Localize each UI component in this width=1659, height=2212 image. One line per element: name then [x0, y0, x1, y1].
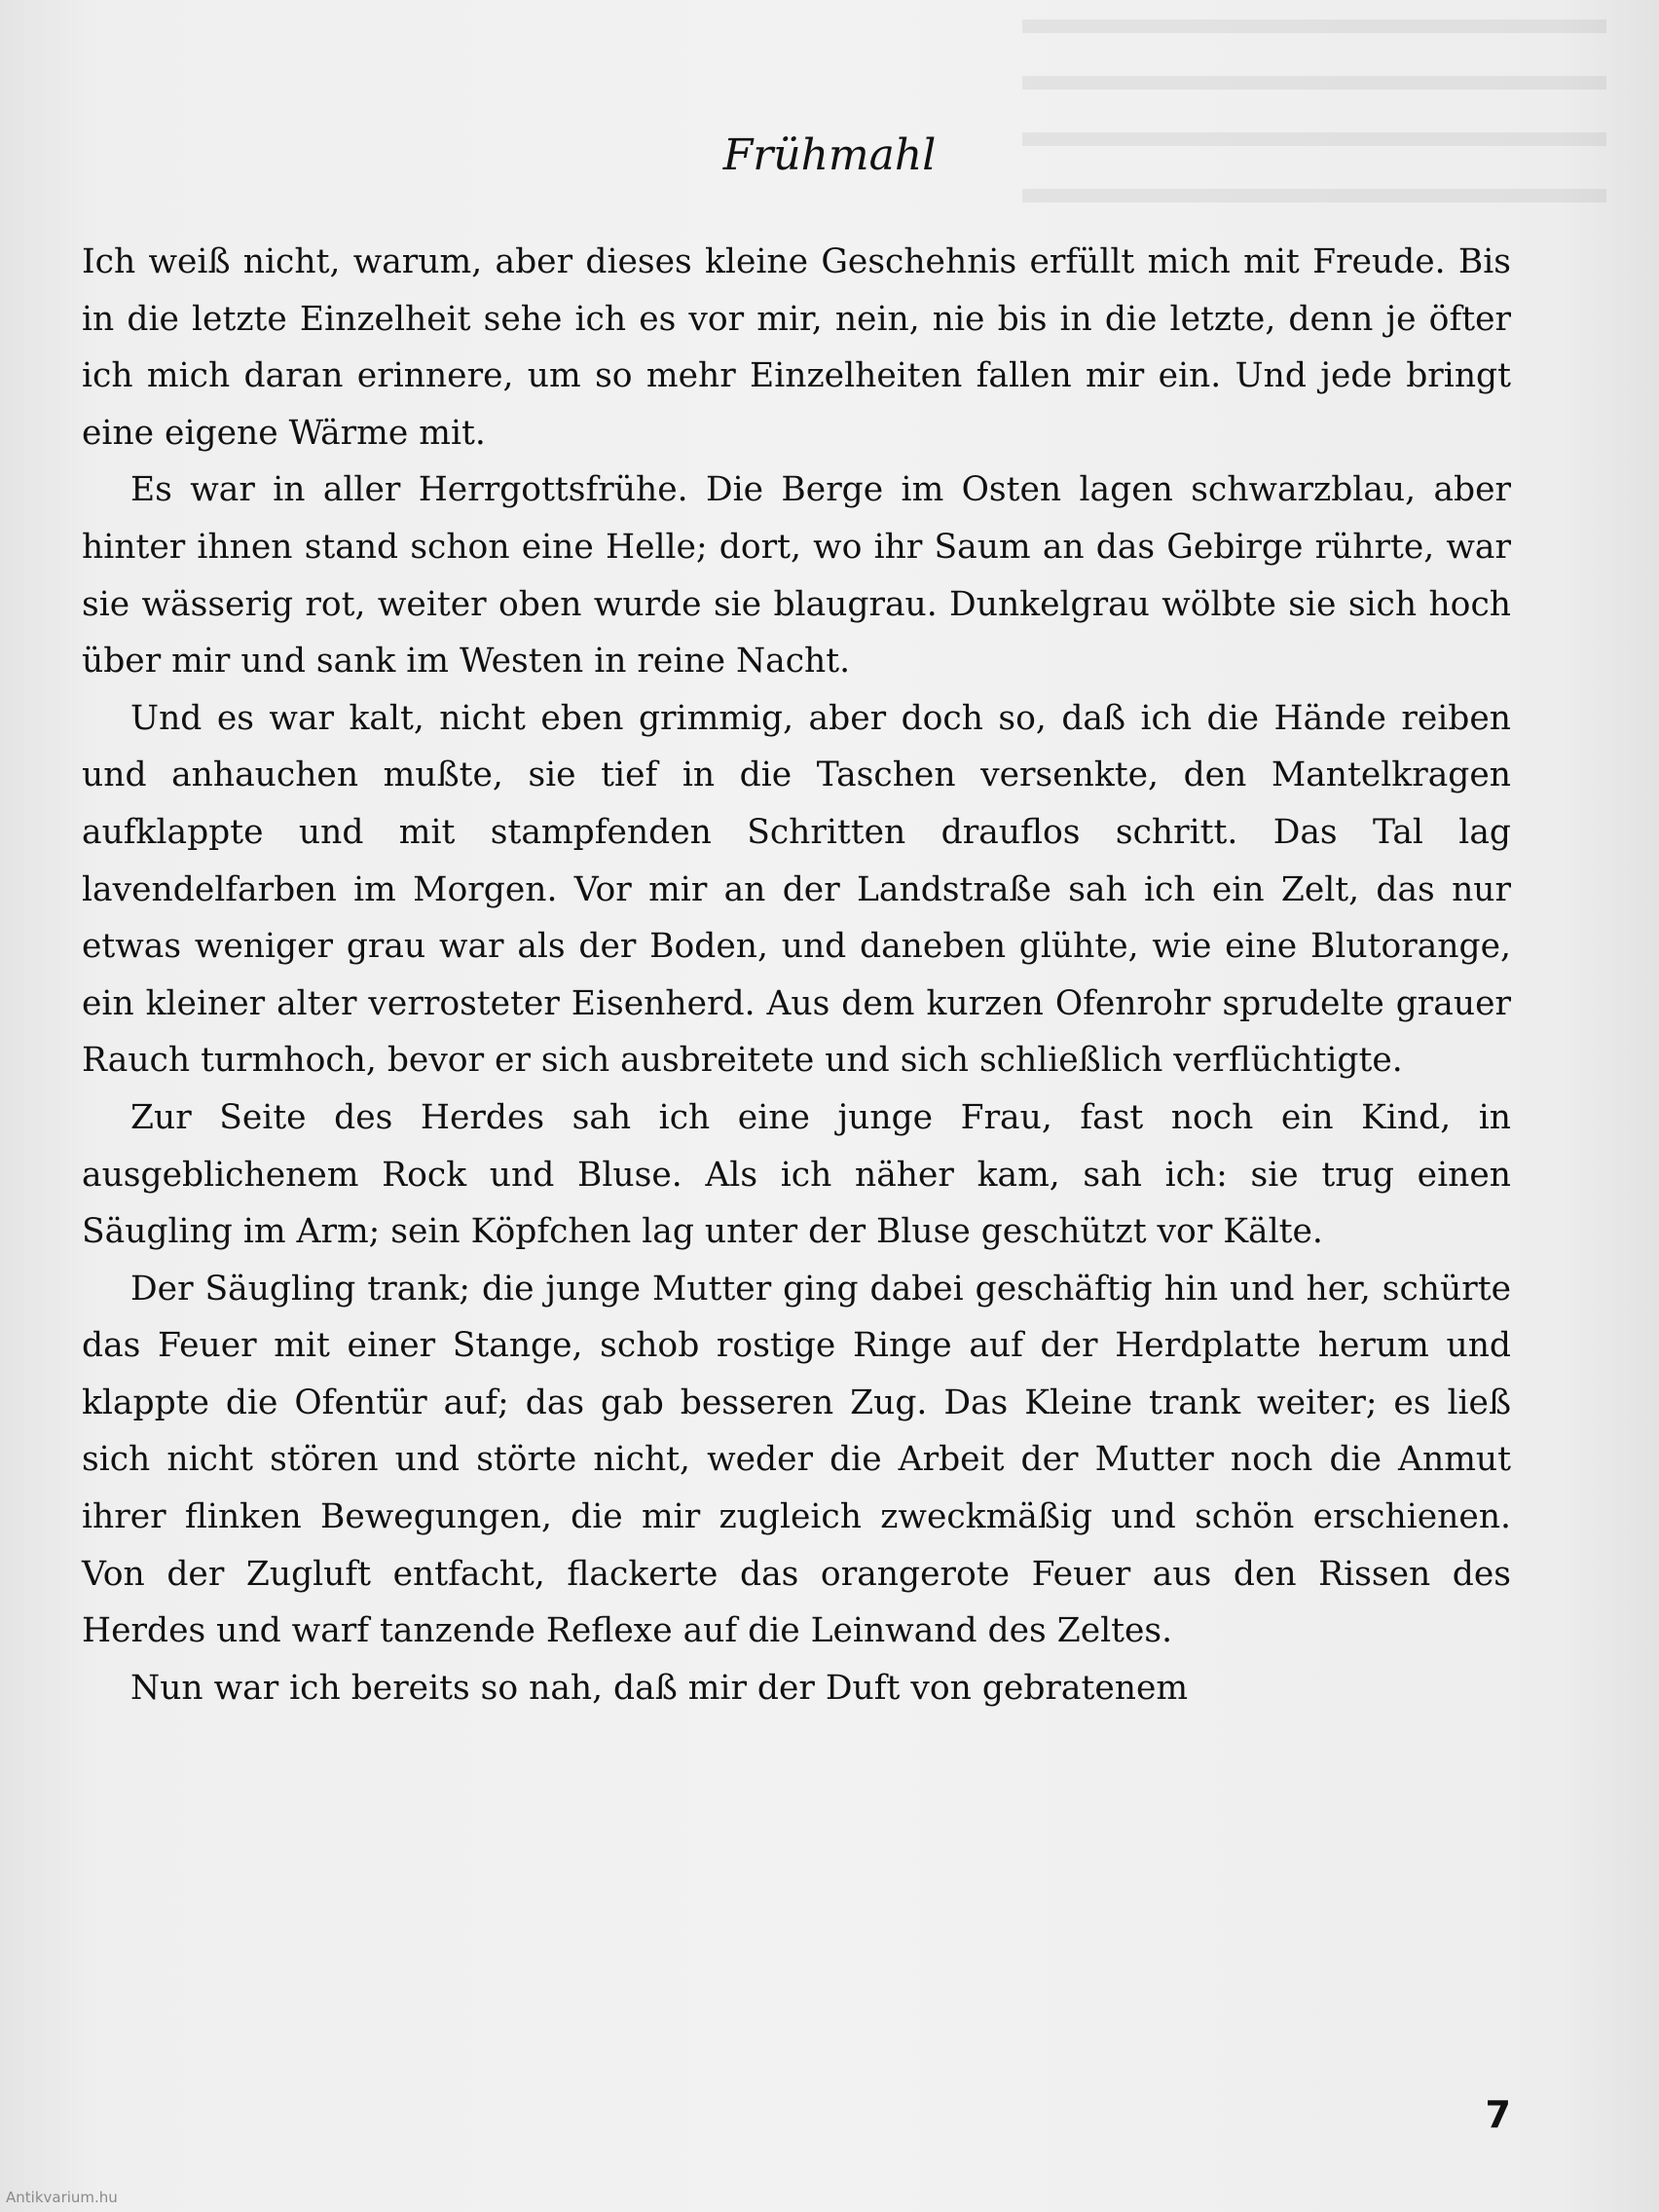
paragraph-2: Es war in aller Herrgottsfrühe. Die Berge im Osten lagen schwarzblau, aber hinter ihnen stand schon eine Helle; dort, wo ihr Saum an das Gebirge rührte, war sie wässerig rot, weiter oben wurde sie blaugrau. Dunkelgrau wölbte sie sich hoch über mir und sank im Westen in reine Nacht. — [82, 470, 1511, 682]
page-number: 7 — [1485, 2093, 1511, 2136]
watermark-label: Antikvarium.hu — [6, 2189, 118, 2206]
paragraph-1: Ich weiß nicht, warum, aber dieses kleine Geschehnis erfüllt mich mit Freude. Bis in die letzte Einzelheit sehe ich es vor mir, nein, nie bis in die letzte, denn je öfter ich mich daran erinnere, um so mehr Einzelheiten fallen mir ein. Und jede bringt eine eigene Wärme mit. — [82, 242, 1511, 453]
paragraph-4: Zur Seite des Herdes sah ich eine junge Frau, fast noch ein Kind, in ausgeblichenem Rock und Bluse. Als ich näher kam, sah ich: sie trug einen Säugling im Arm; sein Köpfchen lag unter der Bluse geschützt vor Kälte. — [82, 1097, 1511, 1252]
chapter-title: Frühmahl — [722, 130, 937, 180]
paragraph-6: Nun war ich bereits so nah, daß mir der Duft von gebratenem — [130, 1668, 1189, 1708]
paragraph-3: Und es war kalt, nicht eben grimmig, aber doch so, daß ich die Hände reiben und anhauchen mußte, sie tief in die Taschen versenkte, den Mantelkragen aufklappte und mit stampfenden Schritten drauflos schritt. Das Tal lag lavendelfarben im Morgen. Vor mir an der Landstraße sah ich ein Zelt, das nur etwas weniger grau war als der Boden, und daneben glühte, wie eine Blutorange, ein kleiner alter verrosteter Eisenherd. Aus dem kurzen Ofenrohr sprudelte grauer Rauch turmhoch, bevor er sich ausbreitete und sich schließlich verflüchtigte. — [82, 698, 1511, 1081]
paragraph-5: Der Säugling trank; die junge Mutter ging dabei geschäftig hin und her, schürte das Feuer mit einer Stange, schob rostige Ringe auf der Herdplatte herum und klappte die Ofentür auf; das gab besseren Zug. Das Kleine trank weiter; es ließ sich nicht stören und störte nicht, weder die Arbeit der Mutter noch die Anmut ihrer flinken Bewegungen, die mir zugleich zweckmäßig und schön erschienen. Von der Zugluft entfacht, flackerte das orangerote Feuer aus den Rissen des Herdes und warf tanzende Reflexe auf die Leinwand des Zeltes. — [82, 1269, 1511, 1651]
body-text — [82, 234, 1511, 1716]
